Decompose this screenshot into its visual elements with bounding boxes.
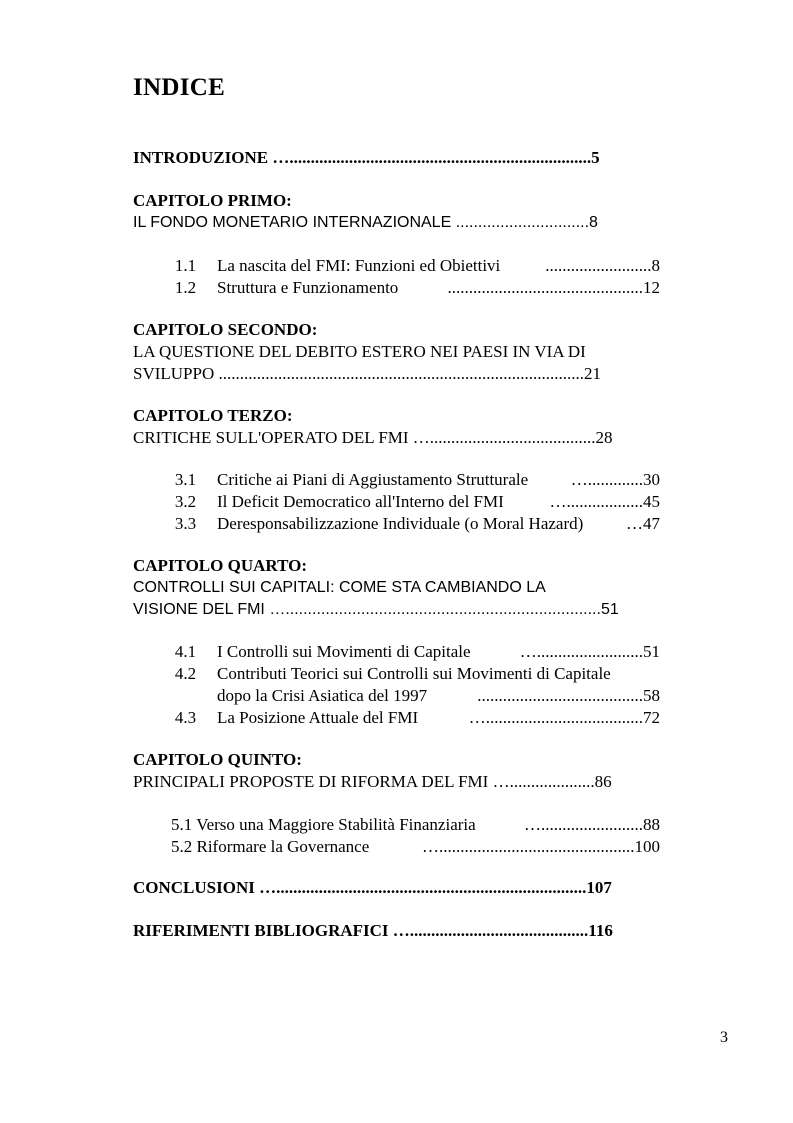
- section-title: La Posizione Attuale del FMI: [217, 708, 419, 727]
- toc-entry-1-1[interactable]: [133, 256, 660, 276]
- toc-entry-3-3[interactable]: [133, 514, 660, 534]
- section-number: 3.3: [174, 514, 197, 533]
- toc-entry-text: INTRODUZIONE ….......................................................................5: [133, 148, 600, 167]
- toc-entry-capitolo-quarto-line1[interactable]: CONTROLLI SUI CAPITALI: COME STA CAMBIANDO LA: [133, 579, 546, 596]
- toc-entry-capitolo-primo[interactable]: IL FONDO MONETARIO INTERNAZIONALE ..............................8: [133, 214, 598, 231]
- toc-entry-4-3[interactable]: [133, 708, 660, 728]
- toc-entry-capitolo-secondo-line1[interactable]: LA QUESTIONE DEL DEBITO ESTERO NEI PAESI IN VIA DI: [133, 342, 586, 361]
- page-leader: .......................................58: [477, 686, 660, 705]
- page-leader: ….........................51: [519, 642, 660, 661]
- section-title: I Controlli sui Movimenti di Capitale: [217, 642, 471, 661]
- section-title: dopo la Crisi Asiatica del 1997: [217, 686, 428, 705]
- toc-entry-capitolo-quarto-line2[interactable]: VISIONE DEL FMI ….......................................................................51: [133, 601, 619, 618]
- page-leader: .........................8: [545, 256, 660, 275]
- section-title: Contributi Teorici sui Controlli sui Movimenti di Capitale: [217, 664, 611, 683]
- section-number: 3.1: [174, 470, 197, 489]
- toc-entry-3-2[interactable]: [133, 492, 660, 512]
- toc-entry-4-1[interactable]: [133, 642, 660, 662]
- toc-entry-capitolo-quinto[interactable]: PRINCIPALI PROPOSTE DI RIFORMA DEL FMI …....................86: [133, 772, 612, 791]
- page-title: INDICE: [133, 74, 226, 101]
- page-number: 3: [720, 1029, 728, 1046]
- page-leader: …..................45: [549, 492, 660, 511]
- section-number: 1.2: [174, 278, 197, 297]
- section-title: Critiche ai Piani di Aggiustamento Strutturale: [217, 470, 529, 489]
- chapter-heading-quarto: CAPITOLO QUARTO:: [133, 556, 307, 575]
- toc-entry-4-2-continued[interactable]: [133, 686, 660, 706]
- toc-entry-riferimenti-bibliografici[interactable]: RIFERIMENTI BIBLIOGRAFICI …..........................................116: [133, 921, 613, 940]
- chapter-heading-quinto: CAPITOLO QUINTO:: [133, 750, 302, 769]
- toc-entry-1-2[interactable]: [133, 278, 660, 298]
- section-title: La nascita del FMI: Funzioni ed Obiettivi: [217, 256, 501, 275]
- chapter-heading-terzo: CAPITOLO TERZO:: [133, 406, 293, 425]
- toc-entry-5-2[interactable]: [133, 837, 660, 857]
- page-leader: ….....................................72: [468, 708, 660, 727]
- toc-entry-5-1[interactable]: [133, 815, 660, 835]
- page-leader: …..............................................100: [422, 837, 660, 856]
- toc-entry-conclusioni[interactable]: CONCLUSIONI ….........................................................................107: [133, 878, 612, 897]
- toc-entry-4-2[interactable]: [133, 664, 660, 684]
- section-title: Il Deficit Democratico all'Interno del FMI: [217, 492, 504, 511]
- section-number: 4.2: [174, 664, 197, 683]
- section-title: 5.1 Verso una Maggiore Stabilità Finanziaria: [171, 815, 476, 834]
- section-title: 5.2 Riformare la Governance: [171, 837, 370, 856]
- page-leader: …47: [626, 514, 660, 533]
- page-leader: …........................88: [524, 815, 660, 834]
- section-title: Deresponsabilizzazione Individuale (o Moral Hazard): [217, 514, 584, 533]
- toc-entry-3-1[interactable]: [133, 470, 660, 490]
- toc-entry-capitolo-terzo[interactable]: CRITICHE SULL'OPERATO DEL FMI ….......................................28: [133, 428, 613, 447]
- chapter-heading-secondo: CAPITOLO SECONDO:: [133, 320, 318, 339]
- section-title: Struttura e Funzionamento: [217, 278, 399, 297]
- section-number: 4.3: [174, 708, 197, 727]
- section-number: 1.1: [174, 256, 197, 275]
- page-leader: ….............30: [570, 470, 660, 489]
- toc-entry-introduzione[interactable]: [133, 148, 660, 168]
- chapter-heading-primo: CAPITOLO PRIMO:: [133, 191, 292, 210]
- section-number: 4.1: [174, 642, 197, 661]
- section-number: 3.2: [174, 492, 197, 511]
- page-leader: ..............................................12: [447, 278, 660, 297]
- toc-entry-capitolo-secondo-line2[interactable]: SVILUPPO ......................................................................................21: [133, 364, 601, 383]
